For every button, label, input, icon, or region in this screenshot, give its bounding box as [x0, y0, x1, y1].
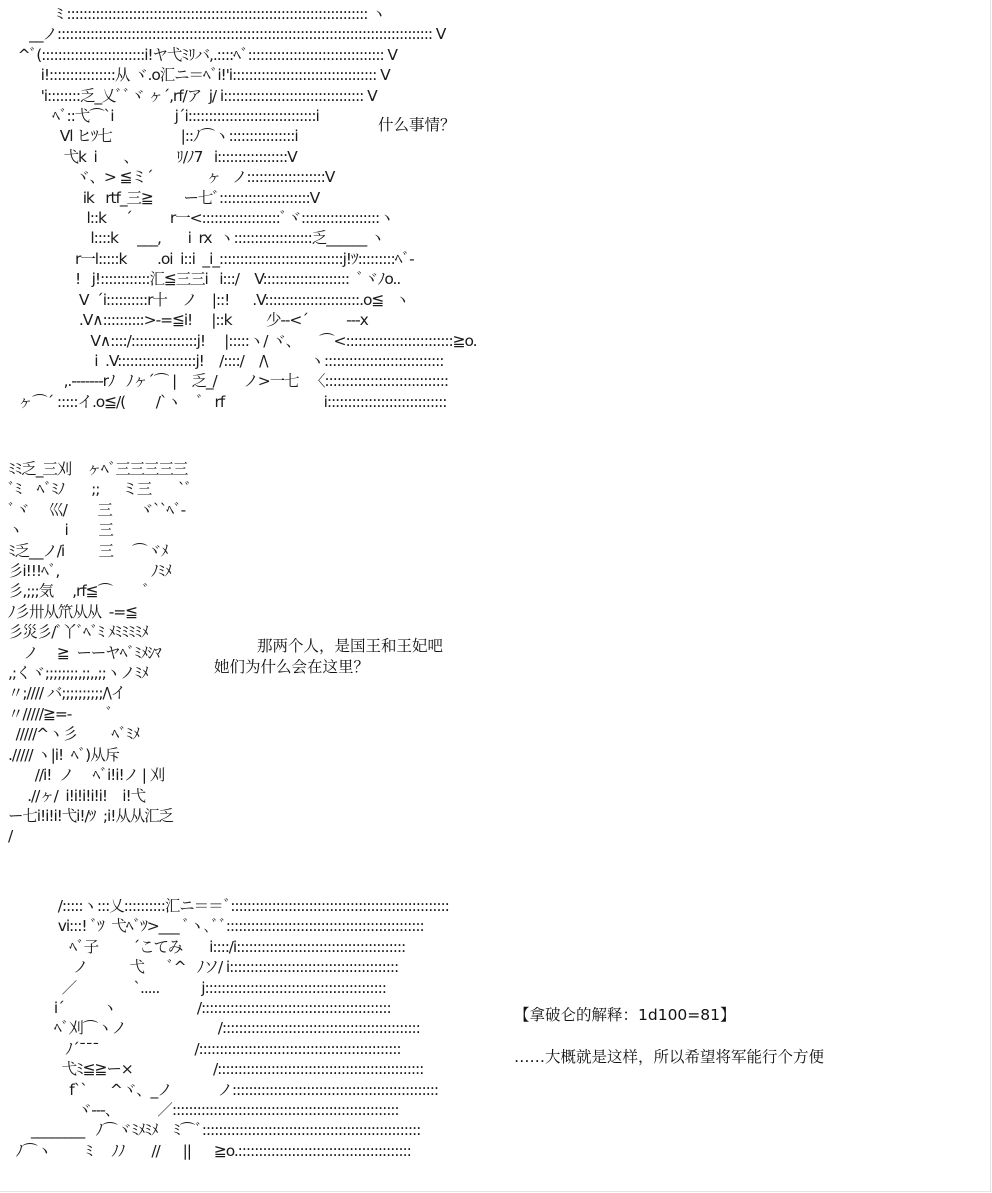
- ascii-art-bottom-scene: /:::::ヽ:::乂::::::::::汇ニ＝＝ﾞ::::::::::::::::::::::::::::::::::::::::::::::::::::: vi:::! ﾞﾂ 弋ﾍﾞﾂ>___ ﾞヽ､ﾞﾞ:::::::::::::::::::::::::::::::::::::::::::::::: ﾍﾞ子 ´こてみ i::::/i::::::::::::::::::::::::::::::::::::::::: ノ 弋 ﾞ^ ﾉソ/ i::::::::::::::::::::::::::::::::::::::::: ／ `..... j:::::::::::::::::::::::::::::::::::::::::::: i´ ヽ /:::::::::::::::::::::::::::::::::::::::::::::: ﾍﾞ刈⌒ヽノ /:::::::::::::::::::::::::::::::::::::::::::::::: ﾉ´¯¯¯ /::::::::::::::::::::::::::::::::::::::::::::::::: 弋ﾐ≦≧ー× /:::::::::::::::::::::::::::::::::::::::::::::::::: f`` ^ヾ、_ノ ノ:::::::::::::::::::::::::::::::::::::::::::::::::: ヾ---、 ／::::::::::::::::::::::::::::::::::::::::::::::::::::::: ________ ﾉ⌒ヾﾐﾒﾐﾒ ﾐ⌒ﾞ::::::::::::::::::::::::::::::::::::::::::::::::::::: ﾉ⌒ヽ ﾐ ﾉﾉ // || ≧o.::::::::::::::::::::::::::::::::::::::::::: [15, 897, 449, 1160]
- dice-roll-result: 【拿破仑的解释：1d100=81】: [514, 1006, 736, 1024]
- dialogue-line-2: 那两个人，是国王和王妃吧: [257, 637, 444, 655]
- dialogue-line-3: 她们为什么会在这里？: [214, 658, 370, 676]
- ascii-art-top-scene: ﾐ ::::::::::::::::::::::::::::::::::::::::::::::::::::::::::::::::::::::::: ヽ __ノ::::::::::::::::::::::::::::::::::::::::::::::::::::::::::::::::::::::::::::::::::::::::::: V ^ﾞ(:::::::::::::::::::::::::i!ヤ弋ﾐﾘバ,.::::ﾍﾞ::::::::::::::::::::::::::::::::: V i!::::::::::::::::从 ヾ.o汇ニ＝ﾍﾞi!'i::::::::::::::::::::::::::::::::::: V 'i::::::::乏_乂ﾞﾞヾ ヶ´,rf/ア j/ i:::::::::::::::::::::::::::::::::: V ﾍﾞ::弋⌒`i j´i:::::::::::::::::::::::::::::::i Vl ヒﾂ七 |::ﾉ⌒ヽ::::::::::::::::i 弋k i 、 ﾘ/ﾉ7 i:::::::::::::::::V ヾ、> ≦ミ´ ヶ ノ:::::::::::::::::::V ik rtf_三≧ ー七ﾞ::::::::::::::::::::::V l::k ´ r一<:::::::::::::::::::ﾞヾ:::::::::::::::::::ヽ l::::k ___, i rx ヽ:::::::::::::::::::乏______ ヽ r一l:::::k .oi i::i _i_::::::::::::::::::::::::::::::j!ﾂ:::::::::ﾍﾞ- ! j!::::::::::::汇≦三三i i:::/ V::::::::::::::::::::: ﾞヾﾉo.. V ´i::::::::::r十 ノ |::! .V:::::::::::::::::::::::.o≦ ヽ .V∧::::::::::>-=≦i! |::k 少--<´ ---x V∧::::/::::::::::::::::j! |:::::ヽ/ ヾ、 ⌒<::::::::::::::::::::::::::≧o. i .V:::::::::::::::::::j! /::::/ /\ ヽ::::::::::::::::::::::::::::: ,.-------rﾉ ﾉヶ´⌒ | 乏_/ ノ>一七 〈:::::::::::::::::::::::::::::: ヶ⌒´ :::::イ.o≦/( /`ヽ ﾞ rf i:::::::::::::::::::::::::::::: [17, 5, 477, 411]
- dialogue-line-1: 什么事情？: [378, 116, 456, 134]
- ascii-art-middle-scene: ﾐﾐ乏_三刈 ヶﾍﾞ三三三三三 ﾞﾐ ﾍﾞﾐﾉ ;; ミ三 `ﾞ ﾞヾ 巛/ 三 ヾ``ﾍﾞ- ヽ i 三 ﾐ乏__ノ/i 三 ⌒ヾﾒ 彡i!!!ﾍﾞ, ﾉﾐﾒ 彡,;;;気 ,rf≦⌒ ﾞ ﾉ彡卅从笊从从 -=≦ 彡災彡/ﾞ丫ﾞﾍﾞﾐ ﾒﾐﾐﾐﾐﾒ ノ ≧ ーーヤﾍﾞﾐﾒｼﾏ ,;くヾ;;;;;;;;,;;,,;;ヽノﾐﾒ 〃;//// バ;;;;;;;;;;/\イ 〃/////≧=- ﾞ /////^ヽ彡 ﾍﾞﾐﾒ .///// ヽ|i! ﾍﾞ)从斥 //i! ノ ﾍﾞi!i!ノ | 刈 .//ヶ/ i!i!i!i!i! i!弋 ー七i!i!i!弋i!/ﾂ ;i!从从汇乏 /: [8, 460, 192, 846]
- dialogue-line-5: ……大概就是这样，所以希望将军能行个方便: [514, 1048, 825, 1066]
